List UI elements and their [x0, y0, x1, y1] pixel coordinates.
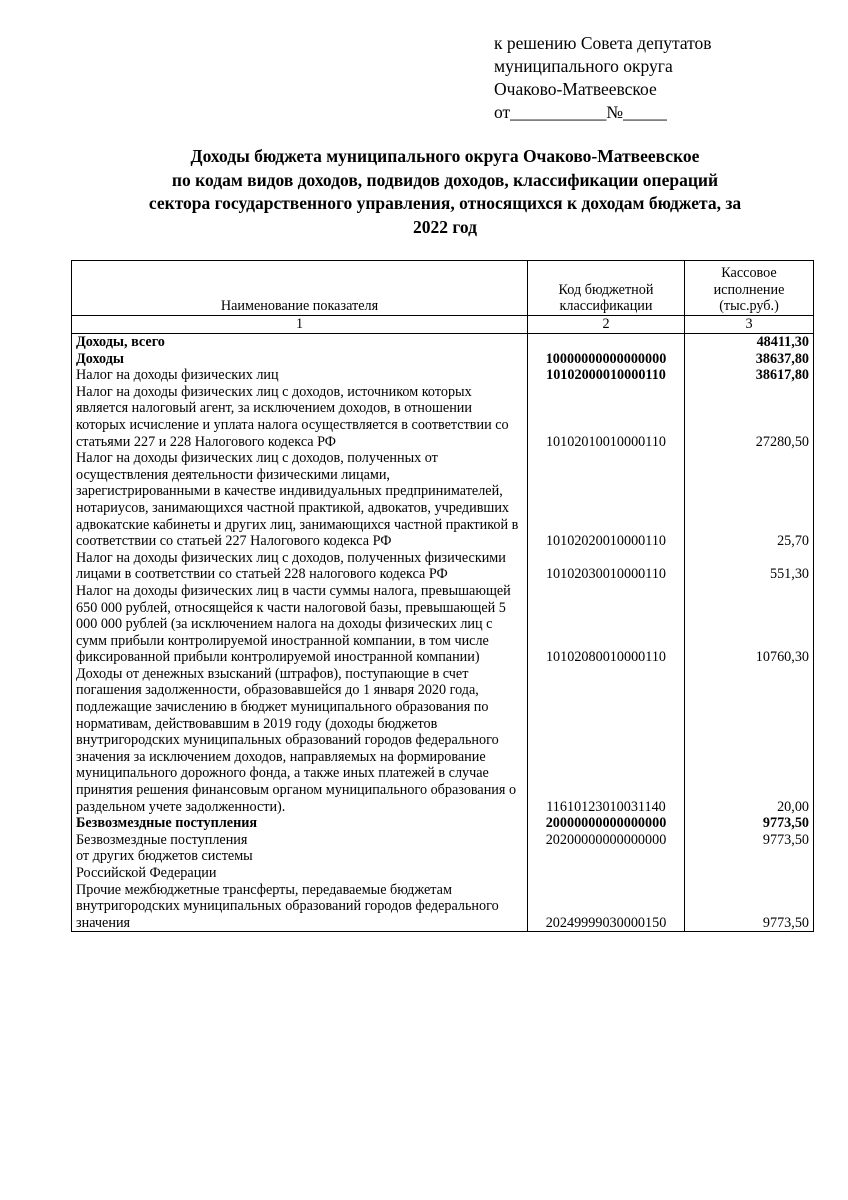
cell-sum: 38617,80	[685, 367, 814, 384]
table-row	[72, 550, 814, 583]
cell-sum: 38637,80	[685, 351, 814, 368]
column-number: 3	[685, 316, 814, 334]
column-number: 2	[528, 316, 685, 334]
cell-code: 20249999030000150	[528, 882, 685, 932]
table-row	[72, 865, 814, 882]
cell-code: 10102030010000110	[528, 550, 685, 583]
header-sum: Кассовое исполнение (тыс.руб.)	[685, 261, 814, 316]
cell-name: от других бюджетов системы	[72, 848, 528, 865]
cell-code: 10102080010000110	[528, 583, 685, 666]
approval-note-line: от___________№_____	[494, 102, 667, 122]
approval-note-line: муниципального округа	[494, 56, 673, 76]
header-code: Код бюджетной классификации	[528, 261, 685, 316]
cell-sum: 9773,50	[685, 815, 814, 832]
table-row	[72, 384, 814, 450]
table-row	[72, 367, 814, 384]
cell-name: Безвозмездные поступления	[72, 832, 528, 849]
header-name: Наименование показателя	[72, 261, 528, 316]
cell-name: Налог на доходы физических лиц с доходов, источником которых является налоговый агент, за исключением доходов, в отношении которых исчисление и уплата налога осуществляется в соответствии со статьями 227 и 228 Налогового кодекса РФ	[72, 384, 528, 450]
cell-name: Налог на доходы физических лиц с доходов, полученных физическими лицами в соответствии со статьей 228 налогового кодекса РФ	[72, 550, 528, 583]
table-row	[72, 351, 814, 368]
revenue-table	[71, 260, 814, 932]
cell-name: Доходы	[72, 351, 528, 368]
cell-code: 10102010010000110	[528, 384, 685, 450]
approval-note-line: Очаково-Матвеевское	[494, 79, 657, 99]
cell-code: 20200000000000000	[528, 832, 685, 849]
table-row	[72, 815, 814, 832]
cell-sum: 48411,30	[685, 334, 814, 351]
cell-code: 10000000000000000	[528, 351, 685, 368]
cell-code	[528, 334, 685, 351]
cell-sum: 10760,30	[685, 583, 814, 666]
cell-name: Налог на доходы физических лиц	[72, 367, 528, 384]
table-row	[72, 334, 814, 351]
cell-name: Прочие межбюджетные трансферты, передаваемые бюджетам внутригородских муниципальных образований городов федерального значения	[72, 882, 528, 932]
cell-sum: 9773,50	[685, 882, 814, 932]
cell-sum: 20,00	[685, 666, 814, 815]
cell-name: Налог на доходы физических лиц с доходов, полученных от осуществления деятельности физическими лицами, зарегистрированными в качестве индивидуальных предпринимателей, нотариусов, занимающихся частной практикой, адвокатов, учредивших адвокатские кабинеты и других лиц, занимающихся частной практикой в соответствии со статьей 227 Налогового кодекса РФ	[72, 450, 528, 550]
approval-note-line: к решению Совета депутатов	[494, 33, 712, 53]
cell-name: Доходы, всего	[72, 334, 528, 351]
title-line: сектора государственного управления, относящихся к доходам бюджета, за	[148, 193, 742, 213]
cell-sum: 27280,50	[685, 384, 814, 450]
column-number-row	[72, 316, 814, 334]
approval-note	[494, 32, 712, 124]
table-row	[72, 450, 814, 550]
cell-sum	[685, 848, 814, 865]
table-row	[72, 882, 814, 932]
cell-sum: 25,70	[685, 450, 814, 550]
table-row	[72, 583, 814, 666]
table-header-row	[72, 261, 814, 316]
cell-code: 10102020010000110	[528, 450, 685, 550]
cell-name: Безвозмездные поступления	[72, 815, 528, 832]
cell-code	[528, 865, 685, 882]
title-line: по кодам видов доходов, подвидов доходов, классификации операций	[171, 169, 719, 190]
cell-code: 10102000010000110	[528, 367, 685, 384]
title-line: Доходы бюджета муниципального округа Очаково-Матвеевское	[190, 146, 700, 166]
cell-name: Налог на доходы физических лиц в части суммы налога, превышающей 650 000 рублей, относящейся к части налоговой базы, превышающей 5 000 000 рублей (за исключением налога на доходы физических лиц с сумм прибыли контролируемой иностранной компании, в том числе фиксированной прибыли контролируемой иностранной компании)	[72, 583, 528, 666]
table-row	[72, 832, 814, 849]
cell-name: Доходы от денежных взысканий (штрафов), поступающие в счет погашения задолженности, образовавшейся до 1 января 2020 года, подлежащие зачислению в бюджет муниципального образования по нормативам, действовавшим в 2019 году (доходы бюджетов внутригородских муниципальных образований городов федерального значения за исключением доходов, направляемых на формирование муниципального дорожного фонда, а также иных платежей в случае принятия решения финансовым органом муниципального образования о раздельном учете задолженности).	[72, 666, 528, 815]
document-title	[70, 145, 820, 239]
cell-code: 20000000000000000	[528, 815, 685, 832]
cell-sum	[685, 865, 814, 882]
table-row	[72, 848, 814, 865]
table-body	[72, 334, 814, 932]
table-row	[72, 666, 814, 815]
cell-sum: 551,30	[685, 550, 814, 583]
cell-name: Российской Федерации	[72, 865, 528, 882]
cell-code: 11610123010031140	[528, 666, 685, 815]
column-number: 1	[72, 316, 528, 334]
cell-sum: 9773,50	[685, 832, 814, 849]
title-line: 2022 год	[413, 216, 477, 237]
cell-code	[528, 848, 685, 865]
